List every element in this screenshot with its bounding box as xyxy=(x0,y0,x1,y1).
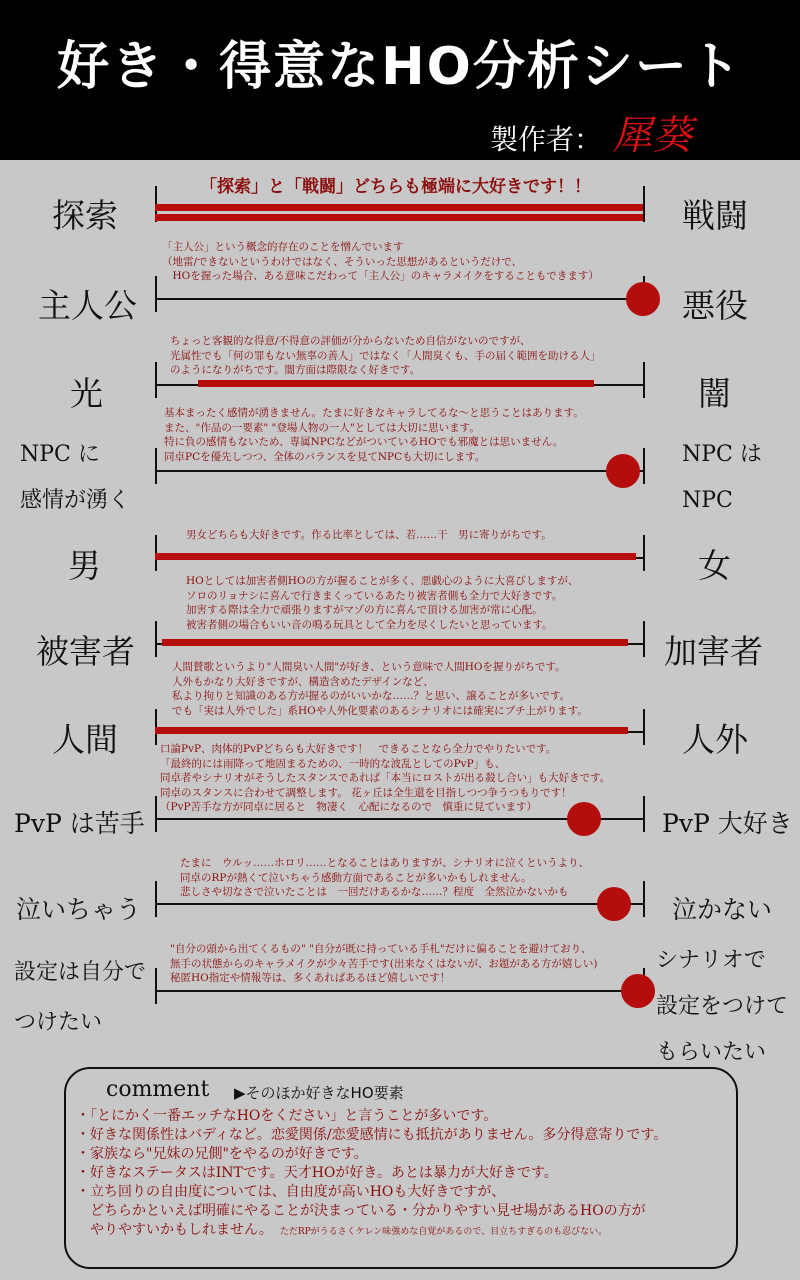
comment-line: ・好きなステータスはINTです。天才HOが好き。あとは暴力が大好きです。 xyxy=(76,1165,558,1181)
scale-right-label: 戦闘 xyxy=(682,196,748,235)
scale-left-tick xyxy=(155,621,157,657)
scale-left-tick xyxy=(155,968,157,1004)
comment-line: ・家族なら"兄妹の兄側"をやるのが好きです。 xyxy=(76,1146,368,1162)
page-title: 好き・得意なHO分析シート xyxy=(57,37,743,97)
scale-right-label: PvP 大好き xyxy=(662,809,793,838)
scale-comment: 「探索」と「戦闘」どちらも極端に大好きです！！ xyxy=(200,177,591,197)
scale-left-label: 探索 xyxy=(52,196,118,235)
scale-left-tick xyxy=(155,276,157,312)
scale-bar xyxy=(155,204,643,211)
scale-right-label: 闇 xyxy=(698,374,731,413)
scale-right-tick xyxy=(643,362,645,398)
scale-right-tick xyxy=(643,709,645,745)
scale-marker xyxy=(606,454,640,488)
scale-comment: 「主人公」という概念的存在のことを憎んでいます （地雷/できないというわけではなく、そういった思想があるというだけで、 HOを握った場合、ある意味こだわって「主人公」のキャラメイクをすることもできます） xyxy=(162,241,599,282)
scale-line xyxy=(155,903,643,905)
scale-right-label: 泣かない xyxy=(672,895,773,924)
scale-line xyxy=(155,470,643,472)
scale-left-label: 泣いちゃう xyxy=(16,895,142,924)
author-name: 犀葵 xyxy=(612,113,692,159)
scale-left-label: 男 xyxy=(68,546,101,585)
scale-comment: "自分の頭から出てくるもの" "自分が既に持っている手札"だけに偏ることを避けており、 無手の状態からのキャラメイクが少々苦手です(出来なくはないが、お題がある方が嬉しい) 秘匿HO指定や情報等は、多くあればあるほど嬉しいです！ xyxy=(170,943,598,984)
author xyxy=(489,104,692,159)
scale-marker xyxy=(621,974,655,1008)
scale-right-label: 女 xyxy=(698,546,731,585)
scale-bar xyxy=(155,553,636,560)
scale-bar xyxy=(162,639,628,646)
scale-comment: 男女どちらも大好きです。作る比率としては、若……干 男に寄りがちです。 xyxy=(186,529,552,541)
scale-comment: 口論PvP、肉体的PvPどちらも大好きです！ できることなら全力でやりたいです。 「最終的には雨降って地固まるための、一時的な波乱としてのPvP」も、 同卓者やシナリオがそうしたスタンスであれば「本当にロストが出る殺し合い」も大好きです。 同卓のスタンスに合わせて調整します。 花ヶ丘は全生還を目指しつつ争うつもりです！ （PvP苦手な方が同卓に居ると 物凄く 心配になるので 慎重に見ています） xyxy=(160,743,611,813)
comment-note: ただRPがうるさくケレン味強めな自覚があるので、目立ちすぎるのも忍びない。 xyxy=(279,1227,608,1237)
scale-right-tick xyxy=(643,796,645,832)
scale-left-tick xyxy=(155,362,157,398)
scale-right-label: NPC は NPC xyxy=(682,442,762,513)
scale-comment: たまに ウルッ……ホロリ……となることはありますが、シナリオに泣くというより、 同卓のRPが熱くて泣いちゃう感動方面であることが多いかもしれません。 悲しさや切なさで泣いたことは 一回だけあるかな……？程度 全然泣かないかも xyxy=(180,857,590,898)
scale-left-label: 光 xyxy=(70,374,103,413)
scale-left-tick xyxy=(155,796,157,832)
scale-line xyxy=(155,990,643,992)
header xyxy=(0,0,800,160)
scale-comment: HOとしては加害者側HOの方が握ることが多く、悪戯心のように大喜びしますが、 ソロのリョナシに喜んで行きまくっているあたり被害者側も全力で大好きです。 加害する際は全力で頑張りますがマゾの方に喜んで頂ける加害が常に心配。 被害者側の場合もいい音の鳴る玩具として全力を尽くしたいと思っています。 xyxy=(186,575,579,631)
scale-right-tick xyxy=(643,448,645,484)
scale-comment: ちょっと客観的な得意/不得意の評価が分からないため自信がないのですが、 光属性でも「何の罪もない無辜の善人」ではなく「人間臭くも、手の届く範囲を助ける人」 のようになりがちです。闇方面は際限なく好きです。 xyxy=(170,335,601,376)
scale-right-tick xyxy=(643,186,645,222)
scale-left-label: 設定は自分で つけたい xyxy=(14,960,147,1035)
scale-left-label: PvP は苦手 xyxy=(14,809,145,838)
scale-bar xyxy=(155,727,628,734)
comment-line: ・「とにかく一番エッチなHOをください」と言うことが多いです。 xyxy=(76,1108,498,1124)
scale-left-tick xyxy=(155,448,157,484)
scale-left-label: 主人公 xyxy=(38,286,137,325)
scale-right-tick xyxy=(643,535,645,571)
scale-right-label: シナリオで 設定をつけて もらいたい xyxy=(656,948,789,1065)
scale-line xyxy=(155,298,643,300)
comment-line: どちらかといえば明確にやることが決まっている・分かりやすい見せ場があるHOの方が xyxy=(76,1203,646,1219)
comment-box xyxy=(64,1067,738,1269)
scale-right-label: 悪役 xyxy=(682,286,748,325)
comment-subheading: ▶そのほか好きなHO要素 xyxy=(234,1084,404,1102)
scale-bar xyxy=(155,214,643,221)
scale-comment: 基本まったく感情が湧きません。たまに好きなキャラしてるな〜と思うことはあります。 また、"作品の一要素" "登場人物の一人"としては大切に思います。 特に負の感情もないため、専属NPCなどがついているHOでも邪魔とは思いません。 同卓PCを優先しつつ、全体のバランスを見てNPCも大切にします。 xyxy=(164,407,584,463)
comment-heading: comment xyxy=(106,1077,210,1102)
comment-line-text: やりやすいかもしれません。 xyxy=(76,1222,266,1238)
comment-lines xyxy=(76,1107,667,1242)
scale-right-tick xyxy=(643,621,645,657)
comment-line xyxy=(76,1221,667,1242)
scale-bar xyxy=(198,380,594,387)
scale-right-label: 加害者 xyxy=(664,632,763,671)
scale-marker xyxy=(626,282,660,316)
scale-left-tick xyxy=(155,881,157,917)
comment-line: ・立ち回りの自由度については、自由度が高いHOも大好きですが、 xyxy=(76,1184,506,1200)
scale-left-label: 被害者 xyxy=(36,632,135,671)
comment-line: ・好きな関係性はバディなど。恋愛関係/恋愛感情にも抵抗がありません。多分得意寄りです。 xyxy=(76,1127,668,1143)
scale-left-label: NPC に 感情が湧く xyxy=(20,442,131,513)
author-label: 製作者： xyxy=(489,123,602,156)
scale-left-label: 人間 xyxy=(52,720,118,759)
scale-right-tick xyxy=(643,881,645,917)
scale-marker xyxy=(597,887,631,921)
scale-comment: 人間賛歌というより"人間臭い人間"が好き、という意味で人間HOを握りがちです。 人外もかなり大好きですが、構造含めたデザインなど、 私より拘りと知識のある方が握るのがいいかな……？と思い、譲ることが多いです。 でも「実は人外でした」系HOや人外化要素のあるシナリオには確実にブチ上がります。 xyxy=(172,661,588,717)
scale-right-label: 人外 xyxy=(682,720,748,759)
